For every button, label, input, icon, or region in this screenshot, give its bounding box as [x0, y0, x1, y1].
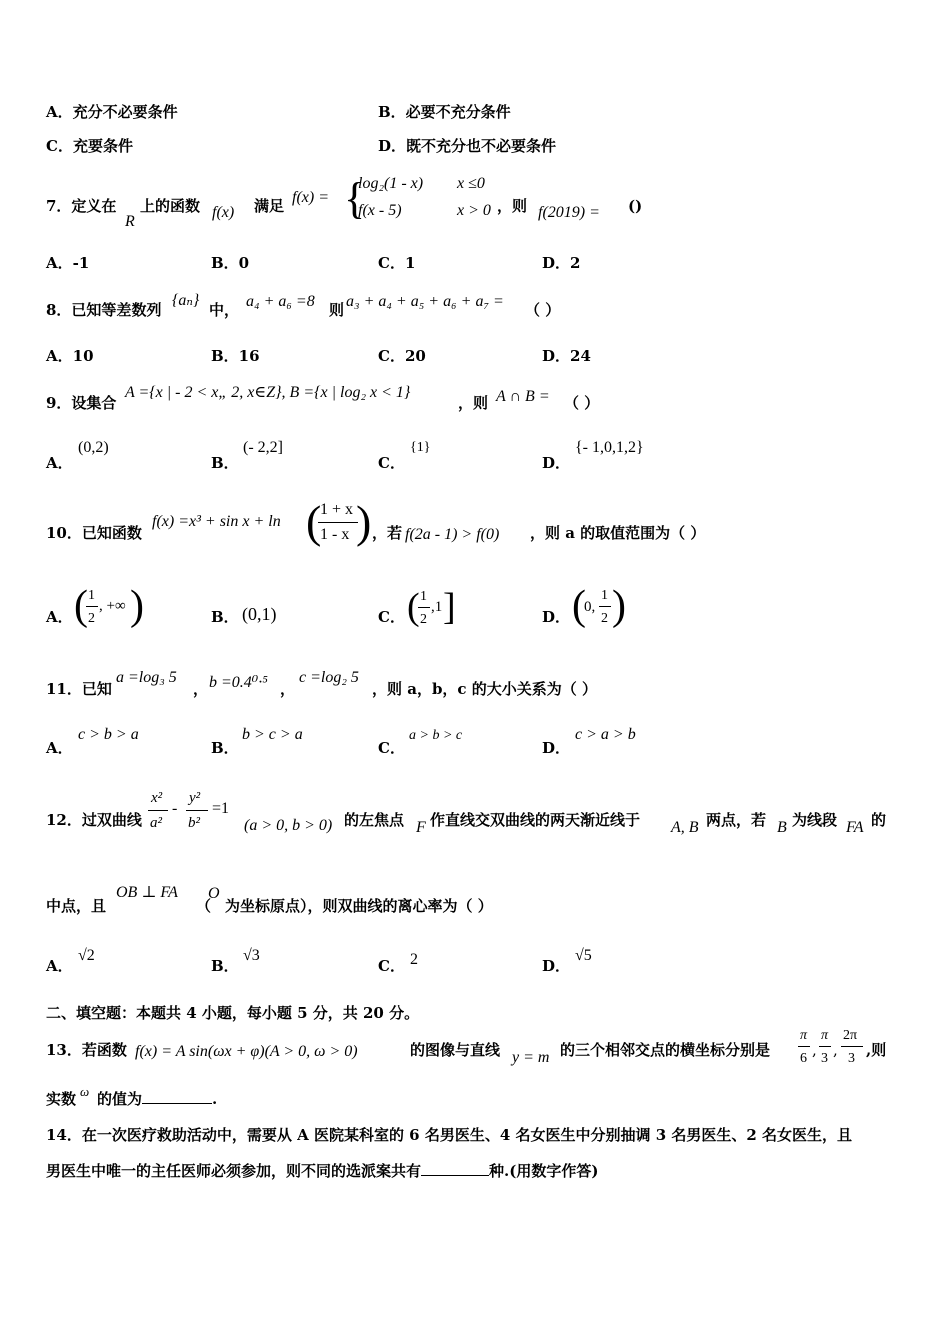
q7-paren: () — [628, 197, 643, 215]
q7-case1: log₂(1 - x) — [358, 175, 424, 192]
q7-ask: f(2019) = — [538, 204, 600, 221]
q13-frac3-den: 3 — [848, 1051, 855, 1066]
q11-b: b =0.4⁰·⁵ — [209, 674, 268, 691]
q13-answer-blank[interactable] — [142, 1089, 212, 1104]
q9-option-c-label: C． — [378, 454, 405, 472]
q10-option-c-lparen: ( — [407, 586, 420, 628]
q12-minus: - — [172, 800, 178, 817]
q7-prefix: 7．定义在 — [46, 197, 117, 215]
q10-option-a-den: 2 — [88, 611, 95, 626]
q8-then: 则 — [329, 301, 345, 319]
q13-line: y = m — [512, 1049, 550, 1066]
q9-option-c-value: {1} — [410, 440, 431, 455]
q13-frac1-den: 6 — [800, 1051, 807, 1066]
q10-left-paren: ( — [306, 496, 322, 547]
q6-option-d: D．既不充分也不必要条件 — [378, 137, 557, 155]
q13-line2-prefix: 实数 — [46, 1090, 77, 1108]
q13-frac2-den: 3 — [821, 1051, 828, 1066]
q8-expr: a₃ + a₄ + a₅ + a₆ + a₇ = — [346, 293, 504, 310]
q9-option-d-label: D． — [542, 454, 571, 472]
q7-option-c: C．1 — [378, 254, 416, 272]
q10-denominator: 1 - x — [320, 526, 350, 543]
q13-dot: . — [212, 1090, 218, 1108]
q9-option-b-value: (- 2,2] — [243, 439, 283, 456]
q9-option-d-value: {- 1,0,1,2} — [575, 439, 644, 456]
q12-text3: 两点，若 — [706, 811, 767, 829]
q13-frac2-bar — [819, 1046, 831, 1047]
q11-comma-2: ， — [280, 680, 296, 698]
q12-y-den: b² — [188, 815, 200, 831]
q14-answer-blank[interactable] — [421, 1161, 489, 1176]
q14-line2 — [46, 1161, 598, 1181]
q12-O: O — [208, 885, 220, 902]
q11-option-d-label: D． — [542, 739, 571, 757]
q13-line2-tail: 的值为 — [97, 1090, 143, 1108]
q12-line2-mid: （ — [196, 897, 212, 915]
q7-option-b: B．0 — [211, 254, 250, 272]
q12-text5: 的 — [871, 811, 887, 829]
q9-ask: A ∩ B = — [496, 388, 550, 405]
q10-option-a-num: 1 — [88, 588, 95, 603]
q9-option-a-label: A． — [46, 454, 73, 472]
q12-F: F — [416, 819, 426, 836]
q12-text4: 为线段 — [792, 811, 838, 829]
q12-line2-prefix: 中点，且 — [46, 897, 107, 915]
q13-frac3-num: 2π — [843, 1028, 858, 1043]
q10-option-d-rparen: ) — [612, 583, 626, 629]
q8-option-c: C．20 — [378, 347, 426, 365]
q8-paren: （ ） — [525, 301, 561, 319]
q14-line2-tail: 种.(用数字作答) — [489, 1162, 599, 1180]
q12-option-a-label: A． — [46, 957, 73, 975]
q10-right-paren: ) — [356, 496, 372, 547]
q9-then: ，则 — [458, 394, 489, 412]
q8-option-a: A．10 — [46, 347, 94, 365]
q6-option-c: C．充要条件 — [46, 137, 133, 155]
q12-option-a-value: √2 — [78, 947, 95, 964]
q7-satisfy: 满足 — [254, 197, 285, 215]
q10-option-d-num: 1 — [601, 588, 608, 603]
q10-option-c-bar — [418, 607, 430, 608]
q9-sets: A ={x | - 2 < x„ 2, x∈Z}, B ={x | log₂ x < 1} — [125, 384, 411, 401]
q9-prefix: 9．设集合 — [46, 394, 117, 412]
q7-case2: f(x - 5) — [358, 202, 402, 219]
q12-B: B — [777, 819, 787, 836]
q10-function: f(x) =x³ + sin x + ln — [152, 513, 281, 530]
q12-equals: =1 — [212, 800, 230, 817]
q7-domain-r: R — [125, 213, 135, 230]
q6-option-b: B．必要不充分条件 — [378, 103, 511, 121]
q10-option-a-rparen: ) — [130, 583, 144, 629]
q7-fx: f(x) — [212, 204, 235, 221]
q12-cond: (a > 0, b > 0) — [244, 817, 333, 834]
q11-option-b-label: B． — [211, 739, 239, 757]
q13-frac1-bar — [798, 1046, 810, 1047]
q12-option-d-value: √5 — [575, 947, 592, 964]
q10-prefix: 10．已知函数 — [46, 524, 142, 542]
q8-sequence: {aₙ} — [172, 292, 200, 309]
q10-option-c-num: 1 — [420, 589, 427, 604]
q11-a: a =log₃ 5 — [116, 669, 177, 686]
q12-perp: OB ⊥ FA — [116, 884, 178, 901]
q9-option-b-label: B． — [211, 454, 239, 472]
q8-option-d: D．24 — [542, 347, 591, 365]
q12-line2-tail: 为坐标原点），则双曲线的离心率为（ ） — [225, 897, 493, 915]
q13-mid: 的图像与直线 — [410, 1041, 501, 1059]
q11-option-a-value: c > b > a — [78, 726, 139, 743]
q11-tail: ，则 a，b，c 的大小关系为（ ） — [372, 680, 598, 698]
q10-option-b-label: B． — [211, 608, 239, 626]
q13-comma-1: , — [812, 1041, 817, 1059]
q13-comma-2: , — [833, 1041, 838, 1059]
q10-fraction-bar — [318, 522, 358, 523]
q10-option-c-rbracket: ] — [443, 586, 456, 628]
q8-cond: a₄ + a₆ =8 — [246, 293, 315, 310]
q10-option-c-tail: ,1 — [431, 599, 443, 615]
q7-brace: { — [344, 174, 366, 223]
q12-prefix: 12．过双曲线 — [46, 811, 142, 829]
q10-tail: ，则 a 的取值范围为（ ） — [530, 524, 706, 542]
q13-prefix: 13．若函数 — [46, 1041, 127, 1059]
q12-x-num: x² — [151, 790, 163, 806]
q12-y-bar — [186, 810, 208, 811]
q12-option-d-label: D． — [542, 957, 571, 975]
q10-option-a-lparen: ( — [74, 583, 88, 629]
q9-option-a-value: (0,2) — [78, 439, 109, 456]
q10-option-b-value: (0,1) — [242, 604, 277, 624]
q8-option-b: B．16 — [211, 347, 260, 365]
q10-option-d-lparen: ( — [572, 583, 586, 629]
q11-option-c-label: C． — [378, 739, 405, 757]
q12-text1: 的左焦点 — [344, 811, 405, 829]
q11-c: c =log₂ 5 — [299, 669, 359, 686]
q13-frac3-bar — [841, 1046, 863, 1047]
q12-y-num: y² — [189, 790, 201, 806]
q10-numerator: 1 + x — [320, 501, 354, 518]
q10-option-a-tail: , +∞ — [99, 598, 126, 614]
q8-prefix: 8．已知等差数列 — [46, 301, 162, 319]
q12-option-b-label: B． — [211, 957, 239, 975]
q10-if: ，若 — [372, 524, 403, 542]
q12-x-bar — [148, 810, 168, 811]
q11-option-c-value: a > b > c — [409, 728, 463, 743]
q7-option-d: D．2 — [542, 254, 581, 272]
q10-option-a-label: A． — [46, 608, 73, 626]
q13-function: f(x) = A sin(ωx + φ)(A > 0, ω > 0) — [135, 1043, 358, 1060]
q10-option-c-label: C． — [378, 608, 405, 626]
q7-cond2: x > 0 — [457, 202, 491, 219]
q12-FA: FA — [846, 819, 864, 836]
q12-x-den: a² — [150, 815, 162, 831]
q7-def: f(x) = — [292, 189, 329, 206]
q13-answer-line — [97, 1089, 217, 1109]
q11-option-b-value: b > c > a — [242, 726, 303, 743]
q13-end: ,则 — [866, 1041, 887, 1059]
q7-mid: 上的函数 — [140, 197, 201, 215]
q12-option-b-value: √3 — [243, 947, 260, 964]
section-title-fill-in: 二、填空题：本题共 4 小题，每小题 5 分，共 20 分。 — [46, 1004, 420, 1022]
q12-AB: A, B — [671, 819, 699, 836]
q10-option-d-head: 0, — [584, 599, 596, 615]
q12-option-c-value: 2 — [410, 951, 418, 968]
q7-option-a: A．-1 — [46, 254, 90, 272]
q9-paren: （ ） — [564, 394, 600, 412]
q10-option-a-bar — [86, 606, 98, 607]
q7-cond1: x ≤0 — [457, 175, 485, 192]
q14-line2-prefix: 男医生中唯一的主任医师必须参加，则不同的选派案共有 — [46, 1162, 422, 1180]
q10-option-c-den: 2 — [420, 612, 427, 627]
q12-option-c-label: C． — [378, 957, 405, 975]
q11-option-a-label: A． — [46, 739, 73, 757]
q10-condition: f(2a - 1) > f(0) — [405, 526, 500, 543]
q13-tail: 的三个相邻交点的横坐标分别是 — [560, 1041, 771, 1059]
q13-omega: ω — [80, 1084, 90, 1099]
q6-option-a: A．充分不必要条件 — [46, 103, 178, 121]
q10-option-d-label: D． — [542, 608, 571, 626]
q11-comma-1: ， — [193, 680, 209, 698]
q14-line1: 14．在一次医疗救助活动中，需要从 A 医院某科室的 6 名男医生、4 名女医生中分别抽调 3 名男医生、2 名女医生，且 — [46, 1126, 853, 1144]
q11-option-d-value: c > a > b — [575, 726, 636, 743]
q12-text2: 作直线交双曲线的两天渐近线于 — [430, 811, 641, 829]
q10-option-d-den: 2 — [601, 611, 608, 626]
q8-mid: 中， — [209, 301, 240, 319]
q11-prefix: 11．已知 — [46, 680, 112, 698]
q13-frac2-num: π — [821, 1028, 829, 1043]
q7-then: ，则 — [497, 197, 528, 215]
q13-frac1-num: π — [800, 1028, 808, 1043]
q10-option-d-bar — [599, 606, 611, 607]
